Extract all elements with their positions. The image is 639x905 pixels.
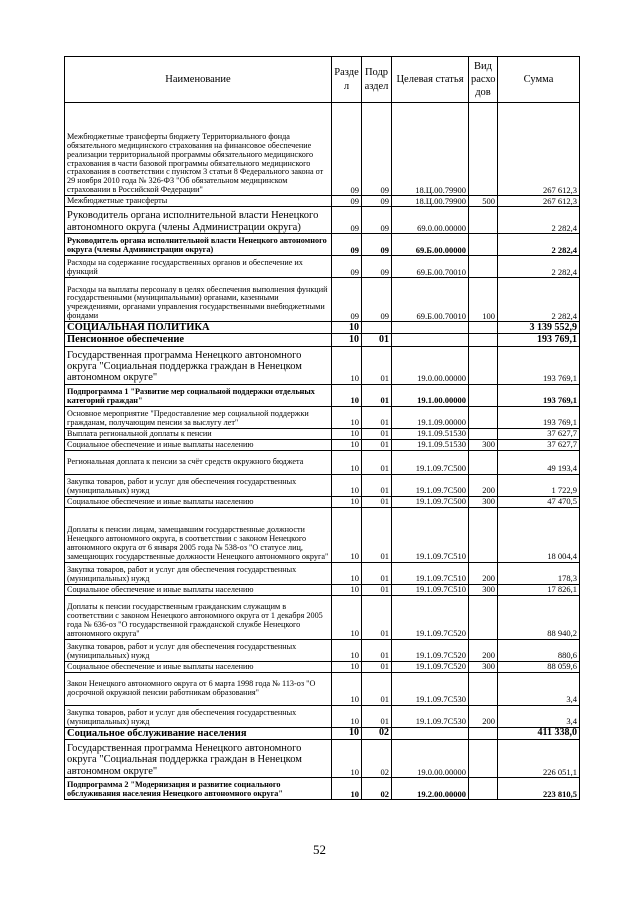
row-section: 10: [332, 777, 362, 799]
row-section: 09: [332, 256, 362, 278]
row-kind: 300: [469, 661, 498, 672]
row-subsection: 09: [362, 196, 392, 207]
row-name: Региональная доплата к пенсии за счёт средств окружного бюджета: [65, 450, 332, 474]
row-section: 10: [332, 450, 362, 474]
table-row: [65, 705, 580, 727]
row-target: 19.1.09.7С530: [392, 672, 469, 705]
row-name: Руководитель органа исполнительной власти Ненецкого автономного округа (члены Администрации округа): [65, 234, 332, 256]
row-sum: 18 004,4: [498, 507, 580, 562]
row-subsection: 01: [362, 672, 392, 705]
table-row: [65, 595, 580, 639]
table-row: [65, 346, 580, 384]
row-target: 69.Б.00.00000: [392, 234, 469, 256]
row-name: Социальное обеспечение и иные выплаты населению: [65, 661, 332, 672]
row-name: Подпрограмма 2 "Модернизация и развитие социального обслуживания населения Ненецкого автономного округа": [65, 777, 332, 799]
table-row: [65, 103, 580, 196]
row-kind: [469, 256, 498, 278]
row-sum: 2 282,4: [498, 207, 580, 234]
row-name: Руководитель органа исполнительной власти Ненецкого автономного округа (члены Администрации округа): [65, 207, 332, 234]
row-section: 10: [332, 384, 362, 406]
row-subsection: 01: [362, 406, 392, 428]
row-sum: 411 338,0: [498, 727, 580, 739]
row-sum: 267 612,3: [498, 103, 580, 196]
row-subsection: 01: [362, 450, 392, 474]
row-kind: 200: [469, 705, 498, 727]
row-name: Социальное обеспечение и иные выплаты населению: [65, 439, 332, 450]
row-target: [392, 322, 469, 334]
row-subsection: 09: [362, 234, 392, 256]
row-target: 19.1.00.00000: [392, 384, 469, 406]
row-kind: [469, 207, 498, 234]
row-target: 19.1.09.7С510: [392, 584, 469, 595]
row-name: Закупка товаров, работ и услуг для обеспечения государственных (муниципальных) нужд: [65, 562, 332, 584]
row-section: 10: [332, 334, 362, 346]
row-name: Социальное обеспечение и иные выплаты населению: [65, 584, 332, 595]
row-sum: 37 627,7: [498, 428, 580, 439]
row-kind: 200: [469, 639, 498, 661]
header-target: Целевая статья: [392, 57, 469, 103]
row-kind: [469, 428, 498, 439]
row-kind: [469, 595, 498, 639]
table-row: [65, 584, 580, 595]
row-subsection: 02: [362, 739, 392, 777]
row-name: Подпрограмма 1 "Развитие мер социальной поддержки отдельных категорий граждан": [65, 384, 332, 406]
row-kind: [469, 322, 498, 334]
row-sum: 88 059,6: [498, 661, 580, 672]
row-kind: [469, 450, 498, 474]
page-number: 52: [313, 842, 326, 857]
row-section: 10: [332, 346, 362, 384]
row-section: 10: [332, 727, 362, 739]
row-section: 09: [332, 234, 362, 256]
row-target: 19.1.09.51530: [392, 428, 469, 439]
row-name: СОЦИАЛЬНАЯ ПОЛИТИКА: [65, 322, 332, 334]
row-section: 10: [332, 739, 362, 777]
row-section: 10: [332, 672, 362, 705]
row-section: 10: [332, 705, 362, 727]
row-kind: [469, 384, 498, 406]
row-section: 09: [332, 196, 362, 207]
row-subsection: [362, 322, 392, 334]
row-target: 18.Ц.00.79900: [392, 196, 469, 207]
row-sum: 223 810,5: [498, 777, 580, 799]
row-kind: [469, 103, 498, 196]
row-section: 09: [332, 103, 362, 196]
row-subsection: 01: [362, 584, 392, 595]
table-row: [65, 207, 580, 234]
row-section: 10: [332, 474, 362, 496]
row-name: Закупка товаров, работ и услуг для обеспечения государственных (муниципальных) нужд: [65, 474, 332, 496]
row-kind: [469, 507, 498, 562]
row-subsection: 01: [362, 595, 392, 639]
header-sum: Сумма: [498, 57, 580, 103]
row-kind: [469, 777, 498, 799]
table-row: [65, 661, 580, 672]
table-row: [65, 739, 580, 777]
budget-table: [64, 56, 580, 800]
row-sum: 178,3: [498, 562, 580, 584]
row-name: Государственная программа Ненецкого автономного округа "Социальная поддержка граждан в Ненецком автономном округе": [65, 739, 332, 777]
row-subsection: 09: [362, 103, 392, 196]
row-name: Основное мероприятие "Предоставление мер социальной поддержки гражданам, получающим пенсии за выслугу лет": [65, 406, 332, 428]
table-row: [65, 256, 580, 278]
table-row: [65, 496, 580, 507]
row-name: Закупка товаров, работ и услуг для обеспечения государственных (муниципальных) нужд: [65, 639, 332, 661]
row-section: 09: [332, 278, 362, 322]
row-section: 10: [332, 584, 362, 595]
row-subsection: 01: [362, 439, 392, 450]
table-row: [65, 672, 580, 705]
row-section: 10: [332, 406, 362, 428]
row-sum: 193 769,1: [498, 406, 580, 428]
row-target: 69.Б.00.70010: [392, 278, 469, 322]
row-subsection: 01: [362, 705, 392, 727]
row-section: 10: [332, 322, 362, 334]
row-name: Закон Ненецкого автономного округа от 6 марта 1998 года № 113-оз "О досрочной окружной пенсии работникам образования": [65, 672, 332, 705]
row-kind: 300: [469, 584, 498, 595]
row-target: 18.Ц.00.79900: [392, 103, 469, 196]
header-section: Разде л: [332, 57, 362, 103]
row-kind: [469, 406, 498, 428]
row-subsection: 01: [362, 346, 392, 384]
table-row: [65, 777, 580, 799]
header-name: Наименование: [65, 57, 332, 103]
row-kind: 100: [469, 278, 498, 322]
row-section: 10: [332, 439, 362, 450]
table-row: [65, 562, 580, 584]
row-sum: 193 769,1: [498, 334, 580, 346]
row-sum: 193 769,1: [498, 384, 580, 406]
row-kind: [469, 334, 498, 346]
row-sum: 193 769,1: [498, 346, 580, 384]
row-target: 19.0.00.00000: [392, 346, 469, 384]
row-subsection: 01: [362, 507, 392, 562]
row-target: 69.0.00.00000: [392, 207, 469, 234]
table-row: [65, 322, 580, 334]
row-sum: 2 282,4: [498, 234, 580, 256]
row-name: Межбюджетные трансферты бюджету Территориального фонда обязательного медицинского страхования на финансовое обеспечение реализации территориальной программы обязательного медицинского страхования в части базовой программы обязательного медицинского страхования в соответствии с пунктом 3 статьи 8 Федерального закона от 29 ноября 2010 года № 326-ФЗ "Об обязательном медицинском страховании в Российской Федерации": [65, 103, 332, 196]
table-row: [65, 727, 580, 739]
row-section: 10: [332, 507, 362, 562]
row-name: Социальное обслуживание населения: [65, 727, 332, 739]
row-sum: 2 282,4: [498, 278, 580, 322]
row-target: 19.2.00.00000: [392, 777, 469, 799]
row-subsection: 01: [362, 496, 392, 507]
row-target: 19.1.09.51530: [392, 439, 469, 450]
row-section: 10: [332, 639, 362, 661]
table-row: [65, 334, 580, 346]
row-target: 19.1.09.7С530: [392, 705, 469, 727]
row-sum: 47 470,5: [498, 496, 580, 507]
row-name: Доплаты к пенсии лицам, замещавшим государственные должности Ненецкого автономного округа, в соответствии с законом Ненецкого автономного округа от 6 января 2005 года № 538-оз "О статусе лиц, замещающих государственные должности Ненецкого автономного округа": [65, 507, 332, 562]
row-sum: 37 627,7: [498, 439, 580, 450]
row-subsection: 02: [362, 777, 392, 799]
row-target: 19.1.09.7С510: [392, 507, 469, 562]
row-subsection: 01: [362, 334, 392, 346]
row-name: Расходы на выплаты персоналу в целях обеспечения выполнения функций государственными (муниципальными) органами, казенными учреждениями, органами управления государственными внебюджетными фондами: [65, 278, 332, 322]
row-sum: 880,6: [498, 639, 580, 661]
table-row: [65, 278, 580, 322]
table-row: [65, 474, 580, 496]
row-target: 19.0.00.00000: [392, 739, 469, 777]
header-kind: Вид расхо дов: [469, 57, 498, 103]
table-row: [65, 450, 580, 474]
row-kind: [469, 346, 498, 384]
table-row: [65, 507, 580, 562]
row-sum: 267 612,3: [498, 196, 580, 207]
row-subsection: 02: [362, 727, 392, 739]
row-subsection: 01: [362, 639, 392, 661]
row-section: 10: [332, 595, 362, 639]
row-sum: 3,4: [498, 705, 580, 727]
table-row: [65, 196, 580, 207]
row-subsection: 01: [362, 474, 392, 496]
row-name: Пенсионное обеспечение: [65, 334, 332, 346]
row-sum: 49 193,4: [498, 450, 580, 474]
row-subsection: 09: [362, 278, 392, 322]
row-section: 10: [332, 562, 362, 584]
table-row: [65, 439, 580, 450]
row-target: 19.1.09.7С510: [392, 562, 469, 584]
row-kind: [469, 727, 498, 739]
row-name: Закупка товаров, работ и услуг для обеспечения государственных (муниципальных) нужд: [65, 705, 332, 727]
row-kind: 200: [469, 562, 498, 584]
row-name: Доплаты к пенсии государственным гражданским служащим в соответствии с законом Ненецкого автономного округа от 1 декабря 2005 года № 636-оз "О государственной гражданской службе Ненецкого автономного округа": [65, 595, 332, 639]
table-row: [65, 384, 580, 406]
row-name: Социальное обеспечение и иные выплаты населению: [65, 496, 332, 507]
table-row: [65, 234, 580, 256]
row-subsection: 01: [362, 661, 392, 672]
row-subsection: 09: [362, 207, 392, 234]
row-target: 19.1.09.7С520: [392, 595, 469, 639]
row-name: Государственная программа Ненецкого автономного округа "Социальная поддержка граждан в Ненецком автономном округе": [65, 346, 332, 384]
table-row: [65, 428, 580, 439]
row-kind: 500: [469, 196, 498, 207]
row-sum: 226 051,1: [498, 739, 580, 777]
row-target: 19.1.09.00000: [392, 406, 469, 428]
row-subsection: 01: [362, 562, 392, 584]
row-kind: [469, 234, 498, 256]
row-target: 19.1.09.7С500: [392, 450, 469, 474]
row-target: 19.1.09.7С520: [392, 661, 469, 672]
row-kind: 200: [469, 474, 498, 496]
row-kind: 300: [469, 439, 498, 450]
row-section: 09: [332, 207, 362, 234]
row-target: 19.1.09.7С520: [392, 639, 469, 661]
header-row: [65, 57, 580, 103]
row-target: 69.Б.00.70010: [392, 256, 469, 278]
row-sum: 3 139 552,9: [498, 322, 580, 334]
row-sum: 1 722,9: [498, 474, 580, 496]
row-kind: [469, 672, 498, 705]
row-section: 10: [332, 496, 362, 507]
header-subsection: Подр аздел: [362, 57, 392, 103]
row-name: Межбюджетные трансферты: [65, 196, 332, 207]
row-sum: 3,4: [498, 672, 580, 705]
row-target: 19.1.09.7С500: [392, 496, 469, 507]
row-subsection: 09: [362, 256, 392, 278]
row-sum: 2 282,4: [498, 256, 580, 278]
table-row: [65, 639, 580, 661]
row-kind: [469, 739, 498, 777]
row-name: Выплата региональной доплаты к пенсии: [65, 428, 332, 439]
row-target: [392, 334, 469, 346]
table-row: [65, 406, 580, 428]
row-kind: 300: [469, 496, 498, 507]
row-section: 10: [332, 661, 362, 672]
row-sum: 88 940,2: [498, 595, 580, 639]
row-target: 19.1.09.7С500: [392, 474, 469, 496]
row-subsection: 01: [362, 384, 392, 406]
row-sum: 17 826,1: [498, 584, 580, 595]
row-subsection: 01: [362, 428, 392, 439]
row-section: 10: [332, 428, 362, 439]
row-name: Расходы на содержание государственных органов и обеспечение их функций: [65, 256, 332, 278]
row-target: [392, 727, 469, 739]
